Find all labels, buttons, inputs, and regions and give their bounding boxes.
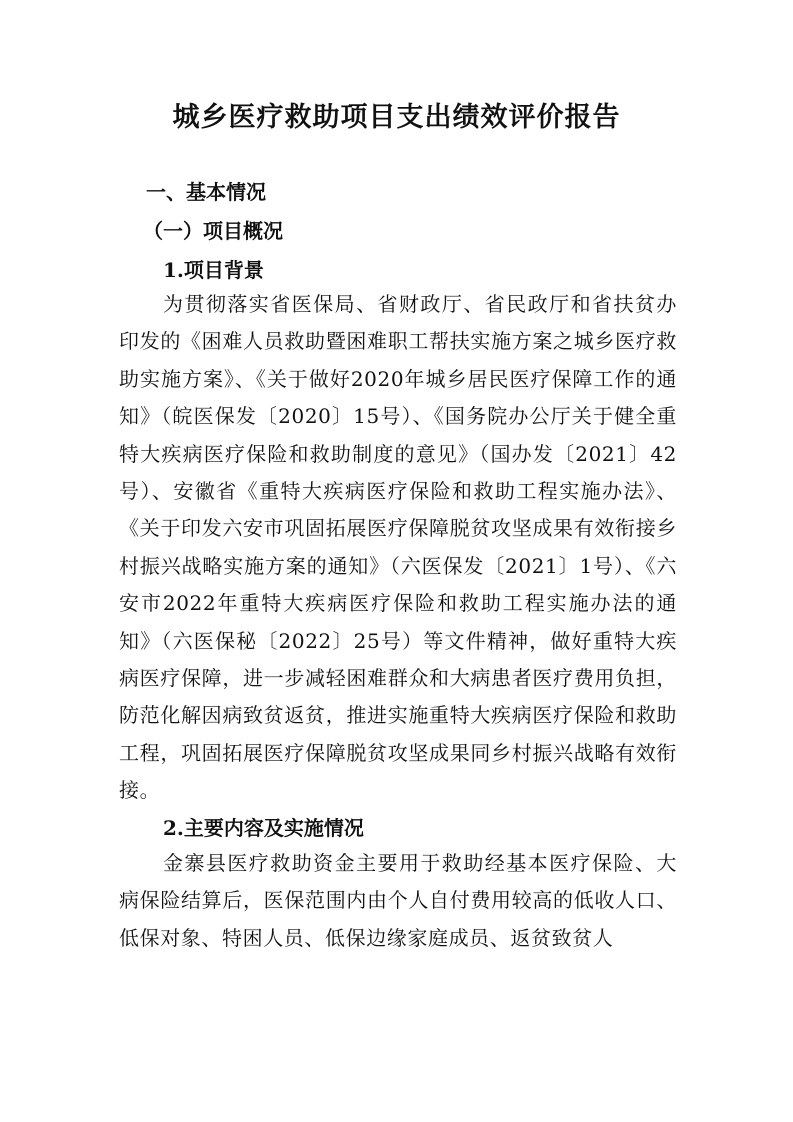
document-title: 城乡医疗救助项目支出绩效评价报告 (172, 102, 621, 133)
item-heading-project-background: 1.项目背景 (163, 258, 264, 282)
paragraph-main-content: 金寨县医疗救助资金主要用于救助经基本医疗保险、大病保险结算后，医保范围内由个人自付费用较高的低收人口、低保对象、特困人员、低保边缘家庭成员、返贫致贫人 (119, 851, 677, 950)
paragraph-project-background: 为贯彻落实省医保局、省财政厅、省民政厅和省扶贫办印发的《困难人员救助暨困难职工帮扶实施方案之城乡医疗救助实施方案》、《关于做好2020年城乡居民医疗保障工作的通知》（皖医保发〔2020〕15号）、《国务院办公厅关于健全重特大疾病医疗保险和救助制度的意见》（国办发〔2021〕42号）、安徽省《重特大疾病医疗保险和救助工程实施办法》、《关于印发六安市巩固拓展医疗保障脱贫攻坚成果有效衔接乡村振兴战略实施方案的通知》（六医保发〔2021〕1号）、《六安市2022年重特大疾病医疗保险和救助工程实施办法的通知》（六医保秘〔2022〕25号）等文件精神，做好重特大疾病医疗保障，进一步减轻困难群众和大病患者医疗费用负担，防范化解因病致贫返贫，推进实施重特大疾病医疗保险和救助工程，巩固拓展医疗保障脱贫攻坚成果同乡村振兴战略有效衔接。 (119, 292, 677, 803)
subsection-heading-project-overview: （一）项目概况 (143, 219, 283, 243)
item-heading-main-content: 2.主要内容及实施情况 (163, 816, 364, 840)
section-heading-basic-info: 一、基本情况 (146, 180, 266, 204)
